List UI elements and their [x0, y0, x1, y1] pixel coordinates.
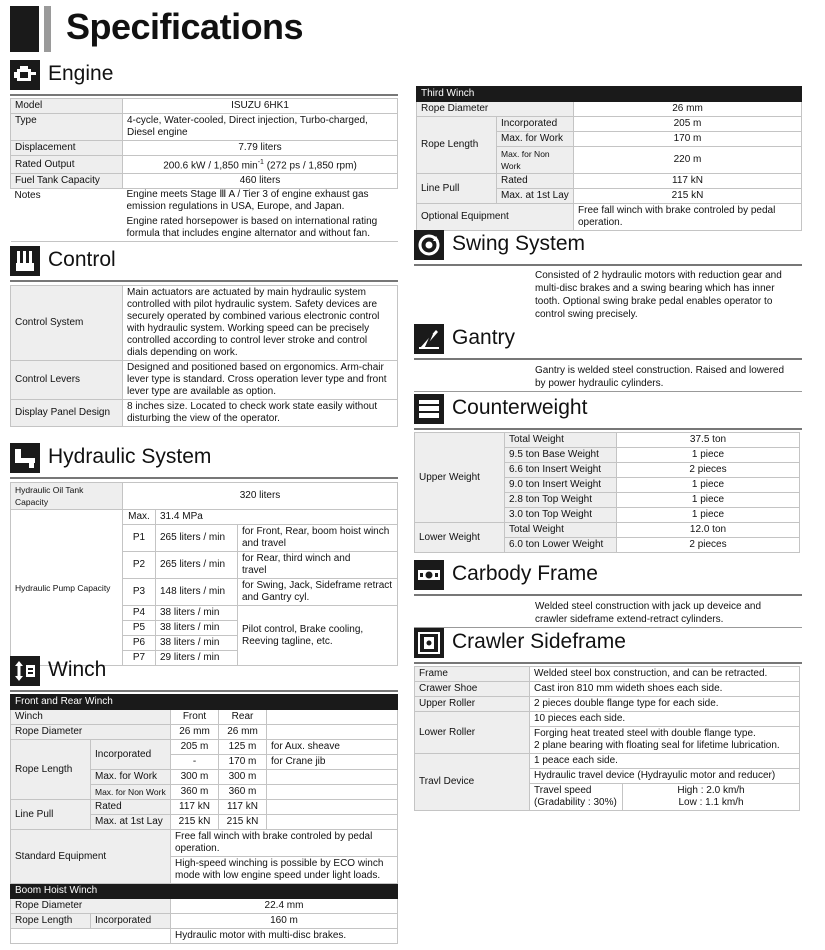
third-rope-dia-label: Rope Diameter	[417, 102, 574, 117]
boom-incorporated-label: Incorporated	[91, 914, 171, 929]
hydraulic-pump-label: Hydraulic Pump Capacity	[11, 510, 123, 666]
table-row	[415, 712, 800, 727]
inc2-front: -	[171, 755, 219, 770]
table-row	[11, 929, 398, 944]
weight-value: 1 piece	[617, 478, 800, 493]
third-line-pull-label: Line Pull	[417, 174, 497, 204]
text-line: and travel	[242, 538, 286, 549]
boom-band: Boom Hoist Winch	[11, 884, 398, 899]
rear-header: Rear	[219, 710, 267, 725]
max-nonwork-rear: 360 m	[219, 785, 267, 800]
text-line: High-speed winching is possible by ECO winch	[175, 858, 384, 869]
carbody-title: Carbody Frame	[452, 562, 598, 585]
weight-item: 6.0 ton Lower Weight	[505, 538, 617, 553]
upper-roller-label: Upper Roller	[415, 697, 530, 712]
hydraulic-max-label: Max.	[123, 510, 156, 525]
std-equipment-2	[171, 857, 398, 884]
text-line: lever type are available as option.	[127, 386, 276, 397]
counterweight-rule	[414, 428, 802, 430]
winch-title: Winch	[48, 658, 107, 681]
table-row	[11, 800, 398, 815]
std-equipment-label: Standard Equipment	[11, 830, 171, 884]
winch-table	[10, 694, 398, 944]
third-incorporated-label: Incorporated	[497, 117, 574, 132]
third-incorporated: 205 m	[574, 117, 802, 132]
text-line: for Front, Rear, boom hoist winch	[242, 526, 390, 537]
text-line: 2 plane bearing with floating seal for lifetime lubrication.	[534, 740, 780, 751]
inc2-note: for Crane jib	[267, 755, 398, 770]
table-row	[417, 102, 802, 117]
pump-id: P3	[123, 579, 156, 606]
engine-icon	[10, 60, 40, 90]
lower-roller-label: Lower Roller	[415, 712, 530, 754]
carbody-icon	[414, 560, 444, 590]
boom-note: Hydraulic motor with multi-disc brakes.	[171, 929, 398, 944]
text-line: Travel speed	[534, 785, 592, 796]
winch-arrows-icon	[10, 656, 40, 686]
table-row	[11, 141, 398, 156]
table-row	[11, 99, 398, 114]
table-row	[417, 174, 802, 189]
engine-model: ISUZU 6HK1	[123, 99, 398, 114]
rated-output-unit-exponent: -1	[257, 159, 264, 166]
weight-value: 1 piece	[617, 448, 800, 463]
counterweight-section-header	[414, 394, 802, 428]
carbody-text	[535, 600, 761, 626]
hydraulic-table	[10, 482, 398, 666]
table-row	[11, 174, 398, 189]
empty-cell	[267, 725, 398, 740]
pump-id: P7	[123, 651, 156, 666]
gantry-icon	[414, 324, 444, 354]
table-band	[11, 884, 398, 899]
engine-type-line: Diesel engine	[127, 127, 188, 138]
text-line: crawler sideframe extend-retract cylinders.	[535, 614, 724, 625]
third-max-first: 215 kN	[574, 189, 802, 204]
rope-dia-rear: 26 mm	[219, 725, 267, 740]
hydraulic-max: 31.4 MPa	[156, 510, 398, 525]
crawler-rule	[414, 662, 802, 664]
text-line: tooth. Optional swing brake pedal enables operator to	[535, 296, 773, 307]
empty-cell	[267, 815, 398, 830]
engine-displacement-label: Displacement	[11, 141, 123, 156]
table-row	[11, 710, 398, 725]
pump-flow: 38 liters / min	[156, 636, 238, 651]
winch-label: Winch	[11, 710, 171, 725]
third-max-work: 170 m	[574, 132, 802, 147]
engine-displacement: 7.79 liters	[123, 141, 398, 156]
table-row	[11, 830, 398, 857]
table-row	[415, 433, 800, 448]
hydraulic-tank: 320 liters	[123, 483, 398, 510]
pump-use	[238, 552, 398, 579]
text-line: Designed and positioned based on ergonomics. Arm-chair	[127, 362, 384, 373]
weight-item: 9.5 ton Base Weight	[505, 448, 617, 463]
pump-flow: 265 liters / min	[156, 552, 238, 579]
table-row	[415, 667, 800, 682]
max-work-front: 300 m	[171, 770, 219, 785]
pump-flow: 148 liters / min	[156, 579, 238, 606]
engine-fuel: 460 liters	[123, 174, 398, 189]
pump-flow: 29 liters / min	[156, 651, 238, 666]
third-optional-label: Optional Equipment	[417, 204, 574, 231]
front-header: Front	[171, 710, 219, 725]
weight-value: 2 pieces	[617, 463, 800, 478]
table-row	[415, 754, 800, 769]
inc2-rear: 170 m	[219, 755, 267, 770]
text-line: securely operated by combined various electronic control	[127, 311, 380, 322]
rated-output-value: 200.6 kW / 1,850 min	[163, 160, 258, 172]
table-row	[11, 114, 398, 141]
boom-rope-len: 160 m	[171, 914, 398, 929]
carbody-rule	[414, 594, 802, 596]
crawler-icon	[414, 628, 444, 658]
max-work-rear: 300 m	[219, 770, 267, 785]
upper-roller-value: 2 pieces double flange type for each side.	[530, 697, 800, 712]
text-line: controlled with pilot hydraulic system. Safety devices are	[127, 299, 378, 310]
hydraulic-rule	[10, 477, 398, 479]
empty-cell	[11, 929, 171, 944]
text-line: mode with low engine speed under light loads.	[175, 870, 381, 881]
text-line: Free fall winch with brake controled by pedal	[175, 831, 373, 842]
table-band	[11, 695, 398, 710]
control-display-label: Display Panel Design	[11, 400, 123, 427]
engine-rated-output-label: Rated Output	[11, 156, 123, 174]
engine-rule	[10, 94, 398, 96]
boom-rope-dia-label: Rope Diameter	[11, 899, 171, 914]
page-title: Specifications	[66, 6, 304, 47]
gantry-text	[535, 364, 784, 390]
third-winch-table	[416, 86, 802, 231]
frame-value: Welded steel box construction, and can be retracted.	[530, 667, 800, 682]
control-section-header	[10, 246, 398, 280]
text-line: for Swing, Jack, Sideframe retract	[242, 580, 393, 591]
travel-speed-label	[530, 784, 623, 811]
notes-line: formula that includes engine alternator and without fan.	[126, 228, 370, 240]
std-equipment-1	[171, 830, 398, 857]
swing-rotate-icon	[414, 230, 444, 260]
text-line: Forging heat treated steel with double flange type.	[534, 728, 756, 739]
control-levers	[123, 361, 398, 400]
table-row	[415, 682, 800, 697]
engine-section-header	[10, 60, 398, 94]
table-row	[11, 286, 398, 361]
travel-device-value: 1 peace each side.	[530, 754, 800, 769]
incorporated-label: Incorporated	[91, 740, 171, 770]
control-levers-label: Control Levers	[11, 361, 123, 400]
text-line: by power hydraulic cylinders.	[535, 378, 664, 389]
text-line: lever type is standard. Cross operation lever type and front	[127, 374, 387, 385]
pump-id: P6	[123, 636, 156, 651]
hydraulic-title: Hydraulic System	[48, 445, 212, 468]
counterweight-table	[414, 432, 800, 553]
empty-cell	[267, 770, 398, 785]
boom-rope-len-label: Rope Length	[11, 914, 91, 929]
text-line: disturbing the view of the operator.	[127, 413, 280, 424]
table-band	[417, 87, 802, 102]
title-accent-icon	[44, 6, 51, 52]
crawler-section-header	[414, 628, 802, 662]
weight-value: 2 pieces	[617, 538, 800, 553]
engine-type-line: 4-cycle, Water-cooled, Direct injection, Turbo-charged,	[127, 115, 368, 126]
rope-len-label: Rope Length	[11, 740, 91, 800]
line-pull-label: Line Pull	[11, 800, 91, 830]
pump-use	[238, 579, 398, 606]
third-max-work-label: Max. for Work	[497, 132, 574, 147]
weight-value: 37.5 ton	[617, 433, 800, 448]
third-max-nonwork-label: Max. for Non Work	[497, 147, 574, 174]
hydraulic-icon	[10, 443, 40, 473]
engine-fuel-label: Fuel Tank Capacity	[11, 174, 123, 189]
lower-roller-detail	[530, 727, 800, 754]
max-nonwork-front: 360 m	[171, 785, 219, 800]
pump-use	[238, 525, 398, 552]
boom-rope-dia: 22.4 mm	[171, 899, 398, 914]
low-speed: Low : 1.1 km/h	[678, 797, 744, 808]
text-line: controlled according to control lever stroke and control	[127, 335, 368, 346]
weight-item: 6.6 ton Insert Weight	[505, 463, 617, 478]
weight-value: 1 piece	[617, 508, 800, 523]
rope-dia-front: 26 mm	[171, 725, 219, 740]
rated-label: Rated	[91, 800, 171, 815]
pump-id: P5	[123, 621, 156, 636]
text-line: (Gradability : 30%)	[534, 797, 617, 808]
high-speed: High : 2.0 km/h	[677, 785, 745, 796]
table-row	[11, 189, 398, 242]
table-row	[11, 156, 398, 174]
text-line: travel	[242, 565, 267, 576]
pump-flow: 38 liters / min	[156, 606, 238, 621]
travel-device-detail: Hydraulic travel device (Hydrayulic motor and reducer)	[530, 769, 800, 784]
table-row	[11, 740, 398, 755]
carbody-section-header	[414, 560, 802, 594]
control-system-label: Control System	[11, 286, 123, 361]
winch-rule	[10, 690, 398, 692]
table-row	[417, 117, 802, 132]
lower-weight-label: Lower Weight	[415, 523, 505, 553]
title-block-icon	[10, 6, 39, 52]
table-row	[11, 914, 398, 929]
pump-id: P2	[123, 552, 156, 579]
third-max-first-label: Max. at 1st Lay	[497, 189, 574, 204]
text-line: Welded steel construction with jack up deveice and	[535, 601, 762, 612]
third-rope-len-label: Rope Length	[417, 117, 497, 174]
notes-line: emission regulations in USA, Europe, and Japan.	[126, 201, 345, 213]
rope-dia-label: Rope Diameter	[11, 725, 171, 740]
table-row	[11, 361, 398, 400]
control-system	[123, 286, 398, 361]
table-row	[11, 510, 398, 525]
table-row	[415, 697, 800, 712]
third-rated: 117 kN	[574, 174, 802, 189]
hydraulic-tank-label: Hydraulic Oil Tank Capacity	[11, 483, 123, 510]
weight-value: 12.0 ton	[617, 523, 800, 538]
swing-title: Swing System	[452, 232, 586, 255]
pump-id: P4	[123, 606, 156, 621]
text-line: multi-disc brakes and a swing bearing which has inner	[535, 283, 775, 294]
text-line: 8 inches size. Located to check work state easily without	[127, 401, 378, 412]
max-first-rear: 215 kN	[219, 815, 267, 830]
weight-item: Total Weight	[505, 523, 617, 538]
text-line: Consisted of 2 hydraulic motors with reduction gear and	[535, 270, 782, 281]
empty-cell	[267, 785, 398, 800]
third-rope-dia: 26 mm	[574, 102, 802, 117]
hydraulic-section-header	[10, 443, 398, 477]
text-line: for Rear, third winch and	[242, 553, 351, 564]
table-row	[11, 483, 398, 510]
lower-roller-value: 10 pieces each side.	[530, 712, 800, 727]
empty-cell	[267, 800, 398, 815]
pump-flow: 38 liters / min	[156, 621, 238, 636]
table-row	[415, 523, 800, 538]
inc1-note: for Aux. sheave	[267, 740, 398, 755]
text-line: Main actuators are actuated by main hydraulic system	[127, 287, 366, 298]
weight-item: 9.0 ton Insert Weight	[505, 478, 617, 493]
swing-rule	[414, 264, 802, 266]
travel-speed-values	[623, 784, 800, 811]
counterweight-title: Counterweight	[452, 396, 588, 419]
control-title: Control	[48, 248, 116, 271]
travel-device-label: Travl Device	[415, 754, 530, 811]
text-line: operation.	[175, 843, 220, 854]
text-line: operation.	[578, 217, 623, 228]
engine-type	[123, 114, 398, 141]
gantry-section-header	[414, 324, 802, 358]
text-line: control swing precisely.	[535, 309, 638, 320]
winch-section-header	[10, 656, 398, 690]
rated-output-ps: (272 ps / 1,850 rpm)	[263, 160, 357, 172]
control-display	[123, 400, 398, 427]
text-line: dials depending on work.	[127, 347, 238, 358]
table-row	[11, 725, 398, 740]
gantry-title: Gantry	[452, 326, 516, 349]
weight-item: Total Weight	[505, 433, 617, 448]
front-rear-band: Front and Rear Winch	[11, 695, 398, 710]
engine-model-label: Model	[11, 99, 123, 114]
rated-rear: 117 kN	[219, 800, 267, 815]
crawler-table	[414, 666, 800, 811]
control-table	[10, 285, 398, 427]
third-max-nonwork: 220 m	[574, 147, 802, 174]
table-row	[11, 899, 398, 914]
control-rule	[10, 280, 398, 282]
max-nonwork-label: Max. for Non Work	[91, 785, 171, 800]
text-line: Reeving tagline, etc.	[242, 635, 333, 647]
engine-type-label: Type	[11, 114, 123, 141]
engine-rated-output	[123, 156, 398, 174]
gantry-rule	[414, 358, 802, 360]
shoe-label: Crawer Shoe	[415, 682, 530, 697]
inc1-rear: 125 m	[219, 740, 267, 755]
control-lever-icon	[10, 246, 40, 276]
swing-text	[535, 269, 782, 321]
engine-table	[10, 98, 398, 242]
empty-cell	[267, 710, 398, 725]
notes-line: Engine rated horsepower is based on international rating	[126, 216, 378, 228]
counterweight-icon	[414, 394, 444, 424]
pump-flow: 265 liters / min	[156, 525, 238, 552]
text-line: and Gantry cyl.	[242, 592, 310, 603]
weight-item: 3.0 ton Top Weight	[505, 508, 617, 523]
text-line: Free fall winch with brake controled by pedal	[578, 205, 776, 216]
max-first-label: Max. at 1st Lay	[91, 815, 171, 830]
rated-front: 117 kN	[171, 800, 219, 815]
pump-id: P1	[123, 525, 156, 552]
gantry-separator	[414, 391, 802, 392]
engine-notes	[123, 189, 398, 242]
swing-section-header	[414, 230, 802, 264]
third-rated-label: Rated	[497, 174, 574, 189]
crawler-title: Crawler Sideframe	[452, 630, 626, 653]
text-line: Pilot control, Brake cooling,	[242, 623, 364, 635]
text-line: with hydraulic system. Working speed can be precisely	[127, 323, 370, 334]
weight-value: 1 piece	[617, 493, 800, 508]
table-row	[11, 400, 398, 427]
third-winch-band: Third Winch	[417, 87, 802, 102]
inc1-front: 205 m	[171, 740, 219, 755]
engine-notes-label: Notes	[11, 189, 123, 242]
third-optional	[574, 204, 802, 231]
max-first-front: 215 kN	[171, 815, 219, 830]
notes-line: Engine meets Stage Ⅲ A / Tier 3 of engine exhaust gas	[126, 189, 369, 201]
text-line: Gantry is welded steel construction. Raised and lowered	[535, 365, 785, 376]
upper-weight-label: Upper Weight	[415, 433, 505, 523]
max-work-label: Max. for Work	[91, 770, 171, 785]
shoe-value: Cast iron 810 mm wideth shoes each side.	[530, 682, 800, 697]
weight-item: 2.8 ton Top Weight	[505, 493, 617, 508]
engine-title: Engine	[48, 62, 114, 85]
frame-label: Frame	[415, 667, 530, 682]
table-row	[417, 204, 802, 231]
